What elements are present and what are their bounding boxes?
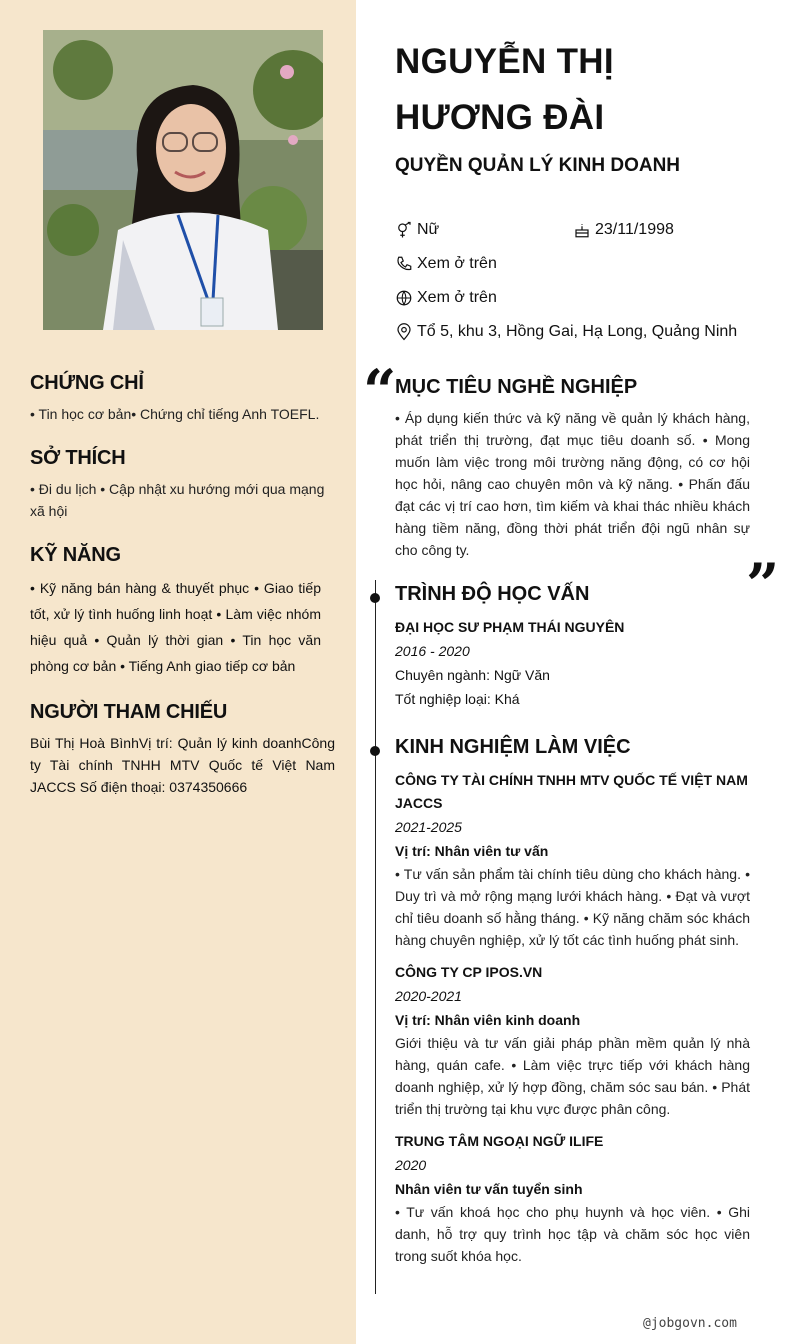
phone-row: [395, 255, 497, 273]
objective-section: [395, 376, 750, 561]
job-entry: [395, 1130, 750, 1267]
job-description: Giới thiệu và tư vấn giải pháp phần mềm quản lý nhà hàng, quán cafe. • Làm việc trực tiếp với khách hàng doanh nghiệp, xử lý hợp đồng, chăm sóc sau bán. • Phát triển thị trường tại khu vực được phân công.: [395, 1035, 750, 1117]
phone-text: Xem ở trên: [417, 255, 497, 272]
cake-icon: [573, 221, 591, 239]
certificates-section: [30, 372, 335, 425]
objective-text: • Áp dụng kiến thức và kỹ năng về quản lý khách hàng, phát triển thị trường, đạt mục tiêu doanh số. • Mong muốn làm việc trong môi trường năng động, có cơ hội học hỏi, nâng cao chuyên môn và kỹ năng. • Phấn đấu đạt các vị trí cao hơn, tìm kiếm và khai thác nhiều khách hàng tiềm năng, đồng thời phát triển đội ngũ nhân sự cho công ty.: [395, 410, 750, 558]
gender-text: Nữ: [417, 221, 440, 238]
job-period: 2021-2025: [395, 819, 462, 835]
job-period: 2020-2021: [395, 988, 462, 1004]
left-column: [30, 372, 335, 820]
website-text: Xem ở trên: [417, 289, 497, 306]
address-text: Tổ 5, khu 3, Hồng Gai, Hạ Long, Quảng Ninh: [417, 323, 738, 340]
education-period: 2016 - 2020: [395, 643, 470, 659]
skills-heading: KỸ NĂNG: [30, 544, 121, 566]
certificates-heading: CHỨNG CHỈ: [30, 372, 144, 394]
job-company: TRUNG TÂM NGOẠI NGỮ ILIFE: [395, 1133, 604, 1149]
objective-heading: MỤC TIÊU NGHỀ NGHIỆP: [395, 376, 638, 398]
footer-watermark: @jobgovn.com: [643, 1316, 737, 1331]
timeline-line: [375, 580, 376, 1294]
location-pin-icon: [395, 323, 413, 341]
hobbies-text: • Đi du lịch • Cập nhật xu hướng mới qua mạng xã hội: [30, 481, 325, 519]
education-heading: TRÌNH ĐỘ HỌC VẤN: [395, 583, 590, 605]
education-section: [395, 583, 750, 711]
candidate-name: NGUYỄN THỊ HƯƠNG ĐÀI: [395, 42, 614, 137]
job-role: Vị trí: Nhân viên kinh doanh: [395, 1012, 581, 1028]
close-quote-icon: ”: [746, 551, 780, 619]
timeline-dot-experience: [370, 746, 380, 756]
address-row: [395, 323, 737, 341]
gender-icon: [395, 221, 413, 239]
experience-heading: KINH NGHIỆM LÀM VIỆC: [395, 736, 631, 758]
skills-text: • Kỹ năng bán hàng & thuyết phục • Giao tiếp tốt, xử lý tình huống linh hoạt • Làm việc nhóm hiệu quả • Quản lý thời gian • Tin học văn phòng cơ bản • Tiếng Anh giao tiếp cơ bản: [30, 580, 321, 674]
gender-row: [395, 221, 439, 239]
job-company: CÔNG TY CP IPOS.VN: [395, 964, 543, 980]
job-company: CÔNG TY TÀI CHÍNH TNHH MTV QUỐC TẾ VIỆT NAM JACCS: [395, 772, 748, 811]
job-entry: [395, 961, 750, 1120]
references-section: [30, 701, 335, 798]
timeline-dot-education: [370, 593, 380, 603]
education-major: Chuyên ngành: Ngữ Văn: [395, 667, 550, 683]
experience-section: [395, 736, 750, 1275]
birthday-row: [573, 221, 674, 239]
references-heading: NGƯỜI THAM CHIẾU: [30, 701, 228, 723]
globe-icon: [395, 289, 413, 307]
references-text: Bùi Thị Hoà BìnhVị trí: Quản lý kinh doanhCông ty Tài chính TNHH MTV Quốc tế Việt Nam JACCS Số điện thoại: 0374350666: [30, 735, 335, 795]
hobbies-section: [30, 447, 335, 522]
job-description: • Tư vấn sản phẩm tài chính tiêu dùng cho khách hàng. • Duy trì và mở rộng mạng lưới khách hàng. • Đạt và vượt chỉ tiêu doanh số hằng tháng. • Kỹ năng chăm sóc khách hàng chuyên nghiệp, xử lý tốt các tình huống phát sinh.: [395, 866, 750, 948]
job-period: 2020: [395, 1157, 427, 1173]
job-entry: [395, 769, 750, 951]
birthday-text: 23/11/1998: [595, 221, 674, 238]
education-grade: Tốt nghiệp loại: Khá: [395, 691, 520, 707]
certificates-text: • Tin học cơ bản• Chứng chỉ tiếng Anh TOEFL.: [30, 406, 320, 422]
school-name: ĐẠI HỌC SƯ PHẠM THÁI NGUYÊN: [395, 619, 625, 635]
open-quote-icon: “: [363, 357, 397, 425]
candidate-title: QUYỀN QUẢN LÝ KINH DOANH: [395, 155, 681, 176]
website-row: [395, 289, 497, 307]
profile-photo: [43, 30, 323, 330]
job-description: • Tư vấn khoá học cho phụ huynh và học viên. • Ghi danh, hỗ trợ quy trình học tập và chăm sóc học viên trong suốt khóa học.: [395, 1204, 750, 1264]
job-role: Nhân viên tư vấn tuyển sinh: [395, 1181, 583, 1197]
job-role: Vị trí: Nhân viên tư vấn: [395, 843, 549, 859]
skills-section: [30, 544, 335, 679]
phone-icon: [395, 255, 413, 273]
hobbies-heading: SỞ THÍCH: [30, 447, 126, 469]
